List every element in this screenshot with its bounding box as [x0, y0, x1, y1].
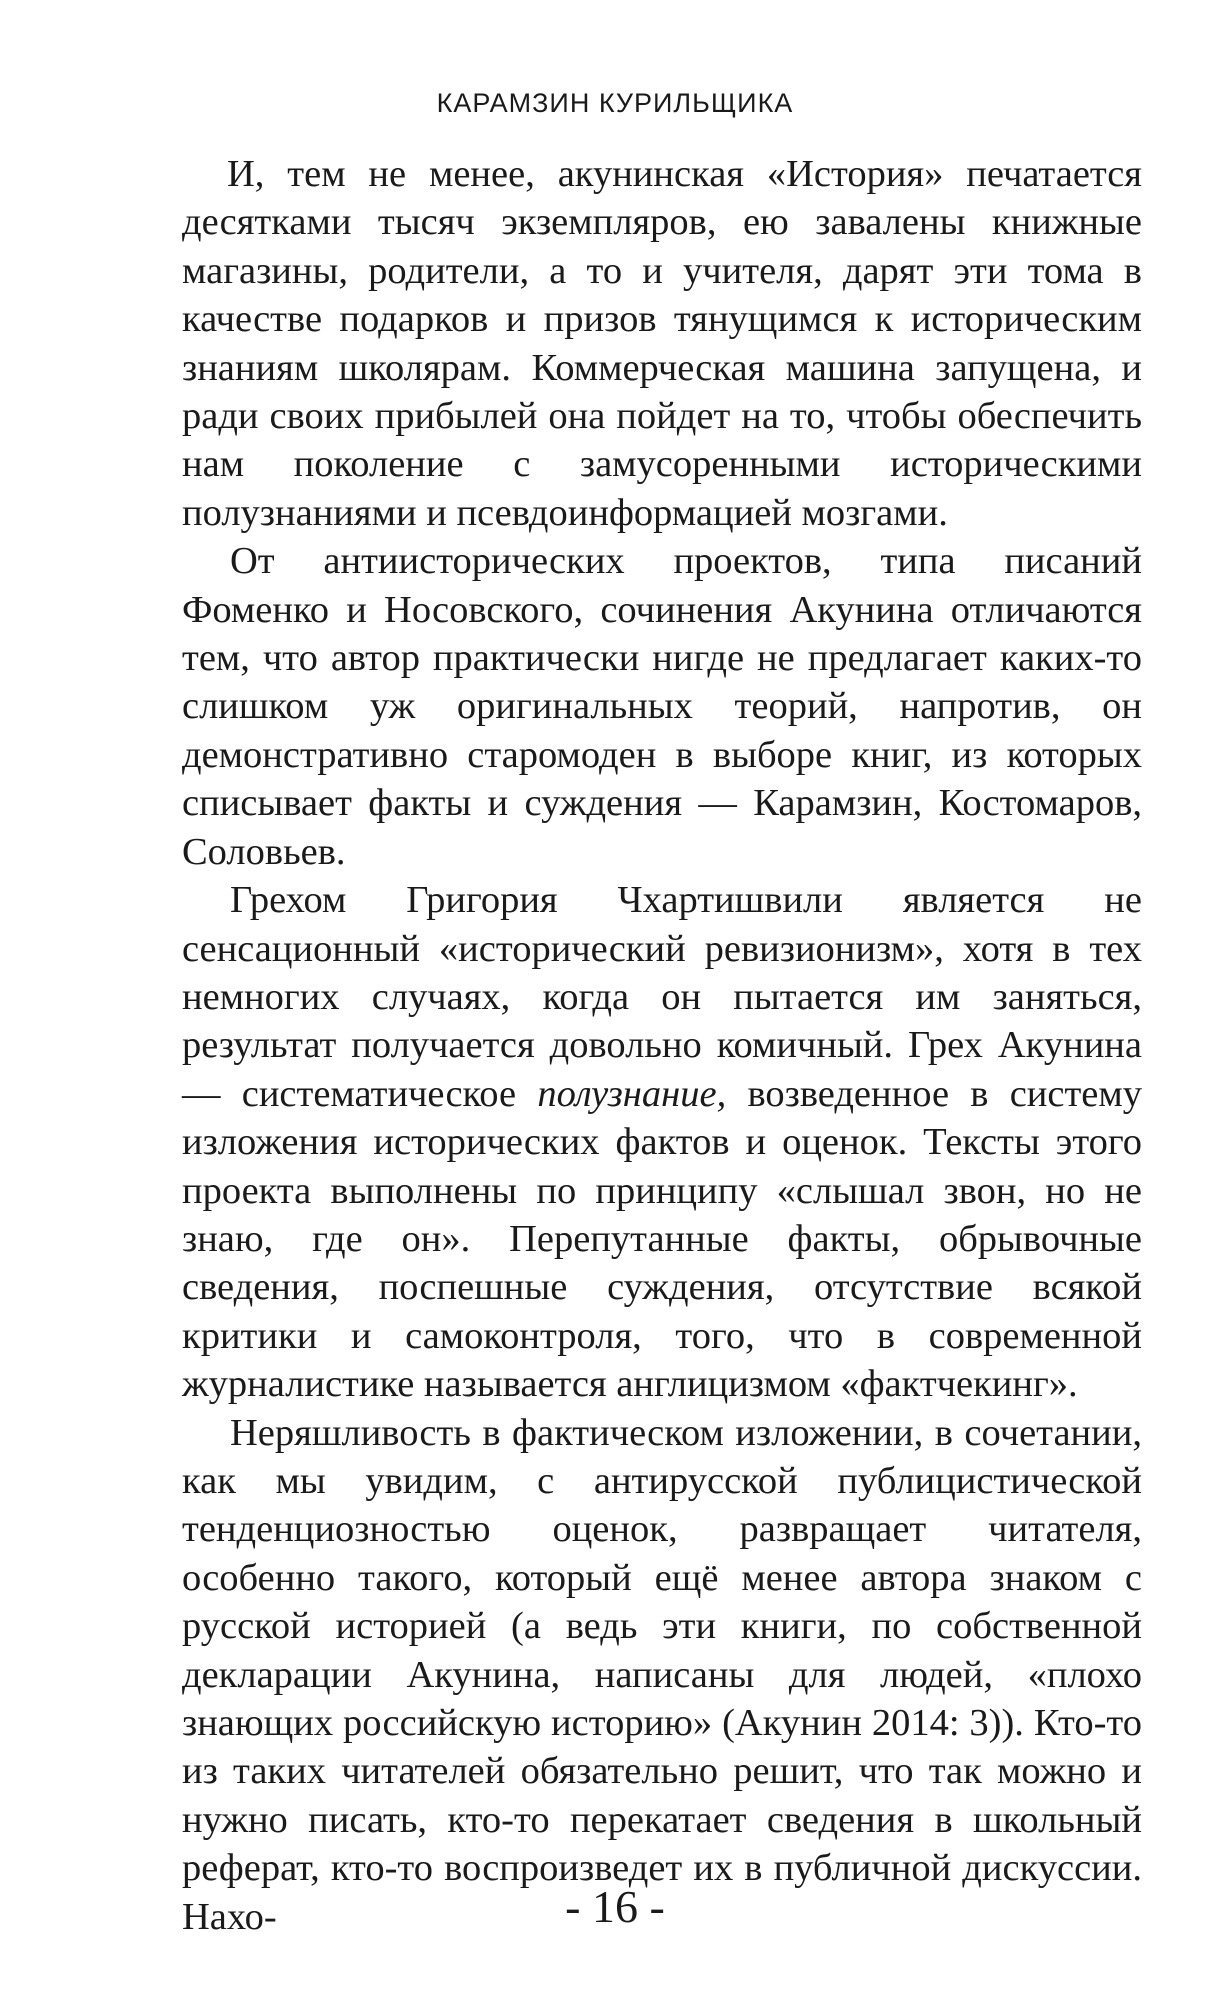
page-number: - 16 -	[565, 1881, 665, 1932]
paragraph-4: Неряшливость в фактическом изложении, в сочетании, как мы увидим, с антирусской публицистической тенденциозностью оценок, развращает читателя, особенно такого, который ещё менее автора знаком с русской историей (а ведь эти книги, по собственной декларации Акунина, написаны для людей, «плохо знающих российскую историю» (Акунин 2014: 3)). Кто-то из таких читателей обязательно решит, что так можно и нужно писать, кто-то перекатает сведения в школьный реферат, кто-то воспроизведет их в публичной дискуссии. Нахо-	[182, 1411, 1142, 1938]
paragraph-3	[182, 876, 1142, 1408]
paragraph-2: От антиисторических проектов, типа писаний Фоменко и Носовского, сочинения Акунина отличаются тем, что автор практически нигде не предлагает каких-то слишком уж оригинальных теорий, напротив, он демонстративно старомоден в выборе книг, из которых списывает факты и суждения — Карамзин, Костомаров, Соловьев.	[182, 540, 1142, 873]
paragraph-1: И, тем не менее, акунинская «История» печатается десятками тысяч экземпляров, ею завалены книжные магазины, родители, а то и учителя, дарят эти тома в качестве подарков и призов тянущимся к историческим знаниям школярам. Коммерческая машина запущена, и ради своих прибылей она пойдет на то, чтобы обеспечить нам поколение с замусоренными историческими полузнаниями и псевдоинформацией мозгами.	[182, 153, 1142, 534]
paragraph-3-part-2: возведенное в систему изложения исторических фактов и оценок. Тексты этого проекта выполнены по принципу «слышал звон, но не знаю, где он». Перепутанные факты, обрывочные сведения, поспешные суждения, отсутствие всякой критики и самоконтроля, того, что в современной журналистике называется англицизмом «фактчекинг».	[182, 1072, 1142, 1406]
paragraph-3-part-1: Грехом Григория Чхартишвили является не сенсационный «исторический ревизионизм», хотя в тех немногих случаях, когда он пытается им заняться, результат получается довольно комичный. Грех Акунина — систематическое	[182, 879, 1142, 1115]
running-head: КАРАМЗИН КУРИЛЬЩИКА	[436, 88, 794, 118]
emphasis-term: полузнание,	[537, 1072, 727, 1115]
body-text	[182, 150, 1142, 1941]
